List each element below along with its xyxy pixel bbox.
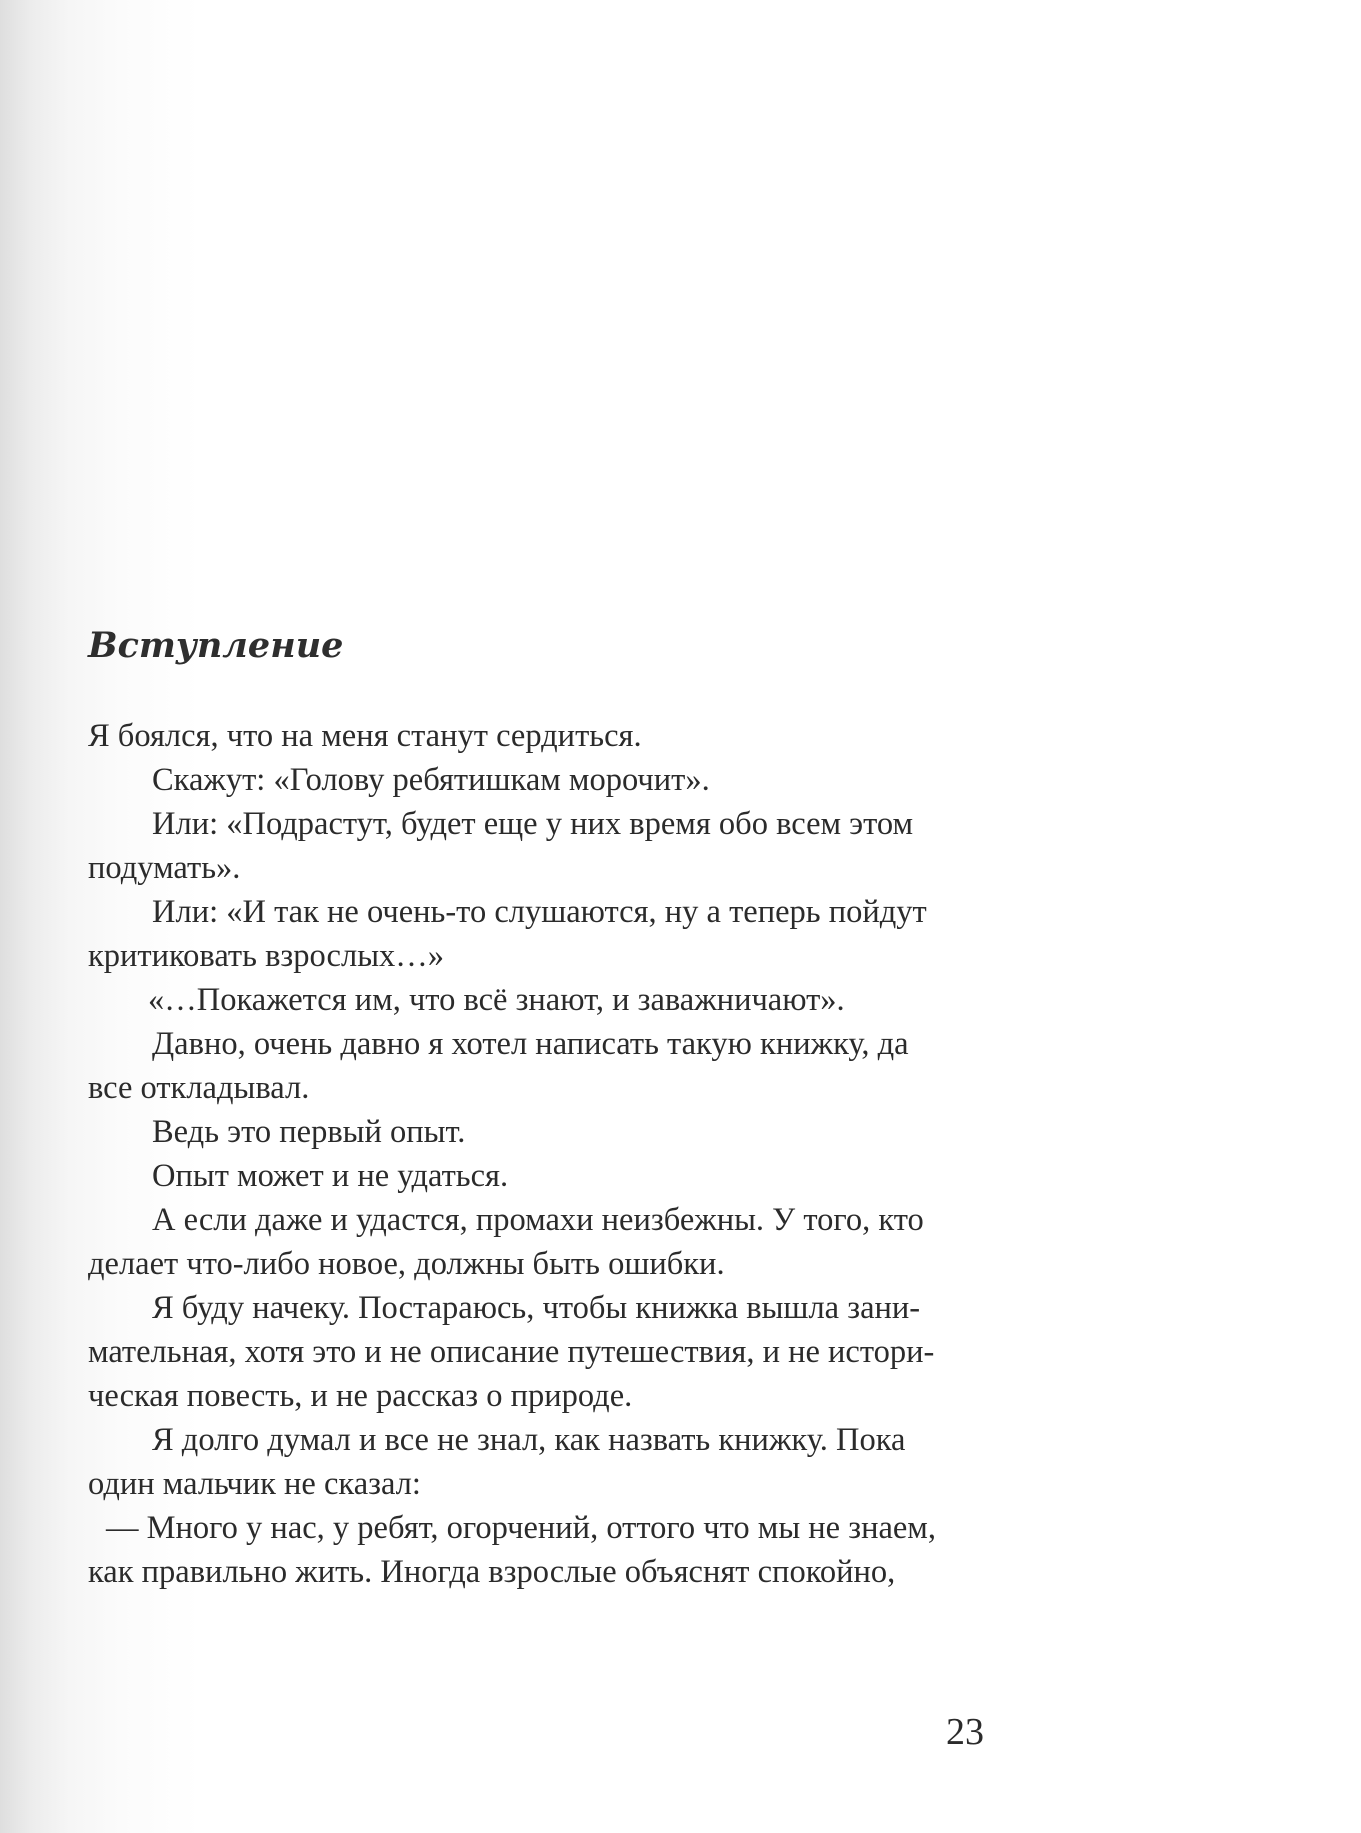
text-line: один мальчик не сказал: <box>88 1466 421 1502</box>
text-line: Или: «И так не очень-то слушаются, ну а теперь пойдут <box>152 894 927 930</box>
text-line: А если даже и удастся, промахи неизбежны. У того, кто <box>152 1202 924 1238</box>
text-line: Скажут: «Голову ребятишкам морочит». <box>152 762 710 798</box>
chapter-heading: Вступление <box>88 625 344 666</box>
body-text <box>88 714 1008 1594</box>
text-line: Ведь это первый опыт. <box>152 1114 466 1150</box>
text-line: все откладывал. <box>88 1070 310 1106</box>
text-line: делает что-либо новое, должны быть ошибки. <box>88 1246 725 1282</box>
text-line: «…Покажется им, что всё знают, и заважничают». <box>148 982 845 1018</box>
text-line: Я буду начеку. Постараюсь, чтобы книжка вышла зани- <box>152 1290 921 1326</box>
text-line: мательная, хотя это и не описание путешествия, и не истори- <box>88 1334 935 1370</box>
text-line: Я боялся, что на меня станут сердиться. <box>88 718 642 754</box>
text-line: как правильно жить. Иногда взрослые объяснят спокойно, <box>88 1554 896 1590</box>
text-line: Опыт может и не удаться. <box>152 1158 509 1194</box>
text-line: Давно, очень давно я хотел написать такую книжку, да <box>152 1026 909 1062</box>
text-line: Или: «Подрастут, будет еще у них время обо всем этом <box>152 806 914 842</box>
text-line: критиковать взрослых…» <box>88 938 445 974</box>
text-line: Я долго думал и все не знал, как назвать книжку. Пока <box>152 1422 906 1458</box>
text-line: подумать». <box>88 850 241 886</box>
page-number: 23 <box>946 1711 984 1753</box>
text-line: ческая повесть, и не рассказ о природе. <box>88 1378 633 1414</box>
text-line: — Много у нас, у ребят, огорчений, оттого что мы не знаем, <box>106 1510 937 1546</box>
